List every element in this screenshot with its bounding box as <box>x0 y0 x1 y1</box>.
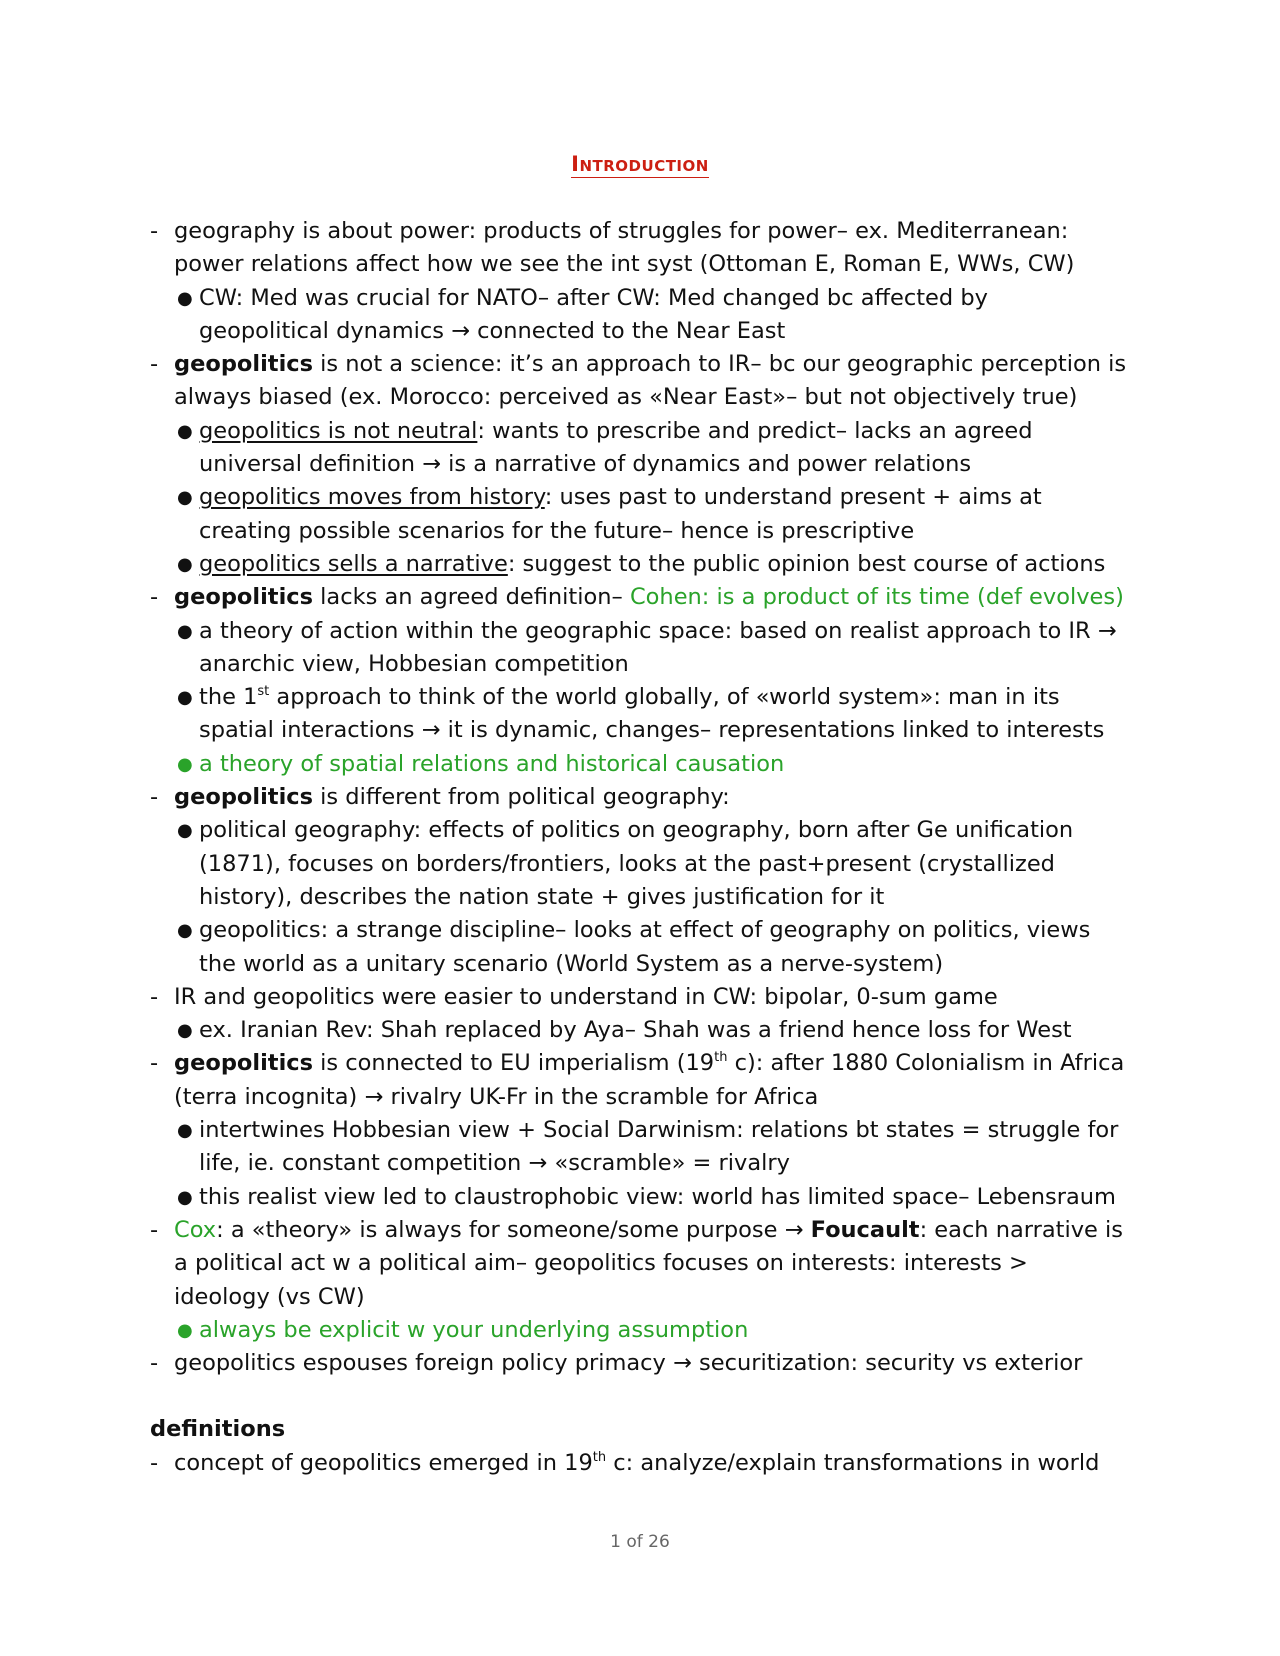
dash-item: - geopolitics is not a science: it’s an approach to IR– bc our geographic perception is <box>150 348 1130 381</box>
dash-marker: - <box>150 784 159 811</box>
text-line: (1871), focuses on borders/frontiers, looks at the past+present (crystallized <box>199 850 1055 877</box>
dash-marker: - <box>150 218 159 244</box>
bullet-item: ● CW: Med was crucial for NATO– after CW: Med changed bc affected by <box>150 282 1130 315</box>
bullet-marker: ● <box>177 553 193 575</box>
dash-marker: - <box>150 584 159 611</box>
dash-item: - Cox: a «theory» is always for someone/some purpose → Foucault: each narrative is <box>150 1214 1130 1247</box>
text-line: life, ie. constant competition → «scramble» = rivalry <box>199 1150 790 1177</box>
bullet-marker: ● <box>177 1020 193 1042</box>
bullet-marker: ● <box>177 487 193 509</box>
dash-item: - concept of geopolitics emerged in 19th c: analyze/explain transformations in world <box>150 1447 1130 1480</box>
dash-marker: - <box>150 1216 159 1243</box>
bullet-marker: ● <box>177 287 193 309</box>
bullet-item: ● ex. Iranian Rev: Shah replaced by Aya– Shah was a friend hence loss for West <box>150 1014 1130 1047</box>
bullet-item: ● geopolitics: a strange discipline– looks at effect of geography on politics, views <box>150 914 1130 947</box>
bullet-marker: ● <box>177 753 193 775</box>
text-line: ideology (vs CW) <box>174 1283 365 1310</box>
text-line: a political act w a political aim– geopolitics focuses on interests: interests > <box>174 1250 1028 1277</box>
section-heading: definitions <box>150 1416 286 1443</box>
bullet-item: ● political geography: effects of politics on geography, born after Ge unification <box>150 814 1130 847</box>
bullet-marker: ● <box>177 1186 193 1208</box>
dash-marker: - <box>150 1350 159 1377</box>
bullet-marker: ● <box>177 687 193 709</box>
text-line: anarchic view, Hobbesian competition <box>199 650 629 677</box>
dash-item: - geopolitics espouses foreign policy primacy → securitization: security vs exterior <box>150 1347 1130 1380</box>
bullet-item-highlighted: ● always be explicit w your underlying assumption <box>150 1314 1130 1347</box>
bullet-marker: ● <box>177 1120 193 1142</box>
page-number: 1 of 26 <box>610 1532 670 1552</box>
bullet-item: ● geopolitics moves from history: uses past to understand present + aims at <box>150 481 1130 514</box>
text-line: creating possible scenarios for the future– hence is prescriptive <box>199 517 915 544</box>
dash-marker: - <box>150 983 159 1010</box>
bullet-marker: ● <box>177 420 193 442</box>
dash-marker: - <box>150 1050 159 1077</box>
bullet-item: ● a theory of action within the geographic space: based on realist approach to IR → <box>150 615 1130 648</box>
text-line: geopolitical dynamics → connected to the Near East <box>199 317 786 344</box>
dash-item: - geopolitics lacks an agreed definition– Cohen: is a product of its time (def evolves) <box>150 581 1130 614</box>
bullet-item: ● geopolitics sells a narrative: suggest to the public opinion best course of actions <box>150 548 1130 581</box>
bullet-item-highlighted: ● a theory of spatial relations and historical causation <box>150 748 1130 781</box>
bullet-marker: ● <box>177 820 193 842</box>
text-line: (terra incognita) → rivalry UK-Fr in the scramble for Africa <box>174 1083 819 1110</box>
text-line: always biased (ex. Morocco: perceived as «Near East»– but not objectively true) <box>174 384 1078 411</box>
text-line: spatial interactions → it is dynamic, changes– representations linked to interests <box>199 717 1105 744</box>
bullet-item: ● geopolitics is not neutral: wants to prescribe and predict– lacks an agreed <box>150 415 1130 448</box>
text-line: history), describes the nation state + gives justification for it <box>199 883 885 910</box>
dash-marker: - <box>150 351 159 378</box>
dash-item: - geopolitics is different from political geography: <box>150 781 1130 814</box>
dash-item: - geopolitics is connected to EU imperialism (19th c): after 1880 Colonialism in Africa <box>150 1047 1130 1080</box>
bullet-item: ● intertwines Hobbesian view + Social Darwinism: relations bt states = struggle for <box>150 1114 1130 1147</box>
bullet-marker: ● <box>177 920 193 942</box>
title-text: Introduction <box>571 152 709 176</box>
dash-item: - geography is about power: products of struggles for power– ex. Mediterranean: <box>150 215 1130 248</box>
bullet-marker: ● <box>177 1319 193 1341</box>
text-line: the world as a unitary scenario (World System as a nerve-system) <box>199 950 944 977</box>
notes-body <box>150 215 1130 1480</box>
bullet-marker: ● <box>177 620 193 642</box>
dash-item: - IR and geopolitics were easier to understand in CW: bipolar, 0-sum game <box>150 981 1130 1014</box>
bullet-item: ● the 1st approach to think of the world globally, of «world system»: man in its <box>150 681 1130 714</box>
text-line: power relations affect how we see the int syst (Ottoman E, Roman E, WWs, CW) <box>174 251 1075 278</box>
page-title <box>0 152 1280 176</box>
bullet-item: ● this realist view led to claustrophobic view: world has limited space– Lebensraum <box>150 1181 1130 1214</box>
dash-marker: - <box>150 1449 159 1476</box>
text-line: universal definition → is a narrative of dynamics and power relations <box>199 451 972 478</box>
